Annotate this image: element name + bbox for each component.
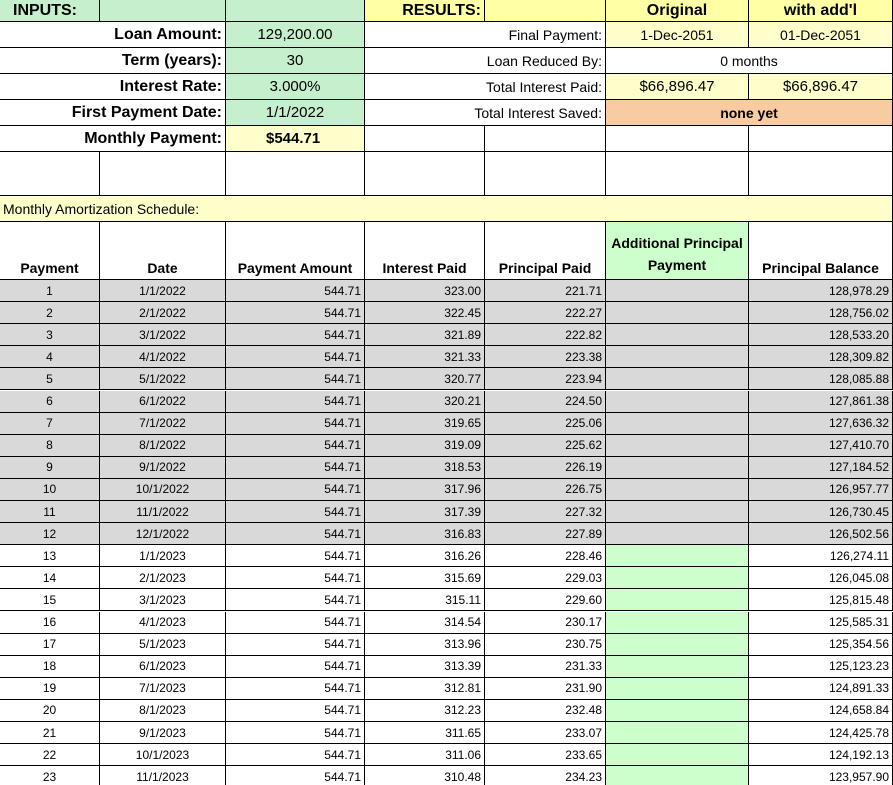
cell-additional-principal[interactable] bbox=[606, 346, 749, 368]
cell-principal-paid[interactable]: 226.75 bbox=[485, 479, 606, 501]
cell-principal-balance[interactable]: 125,585.31 bbox=[749, 612, 893, 634]
cell-payment-amount[interactable]: 544.71 bbox=[226, 678, 365, 700]
cell-principal-paid[interactable]: 226.19 bbox=[485, 457, 606, 479]
cell-date[interactable]: 11/1/2023 bbox=[100, 766, 226, 785]
cell-payment[interactable]: 18 bbox=[0, 656, 100, 678]
cell-interest-paid[interactable]: 314.54 bbox=[365, 612, 485, 634]
cell-payment[interactable]: 12 bbox=[0, 523, 100, 545]
cell-g7[interactable] bbox=[749, 152, 893, 196]
cell-payment[interactable]: 15 bbox=[0, 589, 100, 611]
cell-payment[interactable]: 3 bbox=[0, 324, 100, 346]
cell-additional-principal[interactable] bbox=[606, 656, 749, 678]
cell-principal-balance[interactable]: 126,274.11 bbox=[749, 545, 893, 567]
cell-date[interactable]: 11/1/2022 bbox=[100, 501, 226, 523]
cell-principal-balance[interactable]: 126,957.77 bbox=[749, 479, 893, 501]
cell-date[interactable]: 3/1/2023 bbox=[100, 589, 226, 611]
col-header-interest-paid: Interest Paid bbox=[365, 222, 485, 280]
cell-principal-balance[interactable]: 128,309.82 bbox=[749, 346, 893, 368]
col-header-payment-amount: Payment Amount bbox=[226, 222, 365, 280]
total-interest-label: Total Interest Paid: bbox=[365, 74, 606, 100]
cell-interest-paid[interactable]: 313.96 bbox=[365, 634, 485, 656]
cell-payment[interactable]: 11 bbox=[0, 501, 100, 523]
cell-payment[interactable]: 19 bbox=[0, 678, 100, 700]
cell-payment[interactable]: 8 bbox=[0, 435, 100, 457]
cell-principal-balance[interactable]: 126,045.08 bbox=[749, 567, 893, 589]
cell-interest-paid[interactable]: 312.23 bbox=[365, 700, 485, 722]
interest-saved-label: Total Interest Saved: bbox=[365, 100, 606, 126]
additional-header[interactable]: with add'l bbox=[749, 0, 893, 22]
cell-date[interactable]: 1/1/2023 bbox=[100, 545, 226, 567]
cell-payment[interactable]: 20 bbox=[0, 700, 100, 722]
cell-interest-paid[interactable]: 322.45 bbox=[365, 302, 485, 324]
cell-payment-amount[interactable]: 544.71 bbox=[226, 766, 365, 785]
cell-additional-principal[interactable] bbox=[606, 368, 749, 390]
cell-interest-paid[interactable]: 318.53 bbox=[365, 457, 485, 479]
cell-interest-paid[interactable]: 321.33 bbox=[365, 346, 485, 368]
cell-principal-balance[interactable]: 127,861.38 bbox=[749, 391, 893, 413]
cell-payment-amount[interactable]: 544.71 bbox=[226, 346, 365, 368]
cell-additional-principal[interactable] bbox=[606, 700, 749, 722]
cell-date[interactable]: 3/1/2022 bbox=[100, 324, 226, 346]
cell-additional-principal[interactable] bbox=[606, 589, 749, 611]
final-payment-additional[interactable]: 01-Dec-2051 bbox=[749, 22, 893, 48]
cell-payment-amount[interactable]: 544.71 bbox=[226, 280, 365, 302]
interest-rate-input[interactable]: 3.000% bbox=[226, 74, 365, 100]
cell-principal-paid[interactable]: 227.89 bbox=[485, 523, 606, 545]
cell-principal-paid[interactable]: 233.65 bbox=[485, 744, 606, 766]
cell-payment-amount[interactable]: 544.71 bbox=[226, 391, 365, 413]
cell-principal-balance[interactable]: 125,354.56 bbox=[749, 634, 893, 656]
cell-interest-paid[interactable]: 316.83 bbox=[365, 523, 485, 545]
cell-interest-paid[interactable]: 311.06 bbox=[365, 744, 485, 766]
cell-additional-principal[interactable] bbox=[606, 634, 749, 656]
cell-payment-amount[interactable]: 544.71 bbox=[226, 501, 365, 523]
cell-interest-paid[interactable]: 320.21 bbox=[365, 391, 485, 413]
loan-amount-input[interactable]: 129,200.00 bbox=[226, 22, 365, 48]
loan-reduced-value[interactable]: 0 months bbox=[606, 48, 893, 74]
cell-principal-paid[interactable]: 221.71 bbox=[485, 280, 606, 302]
cell-payment[interactable]: 17 bbox=[0, 634, 100, 656]
cell-interest-paid[interactable]: 311.65 bbox=[365, 722, 485, 744]
cell-principal-balance[interactable]: 124,192.13 bbox=[749, 744, 893, 766]
final-payment-original[interactable]: 1-Dec-2051 bbox=[606, 22, 749, 48]
cell-principal-paid[interactable]: 225.06 bbox=[485, 413, 606, 435]
cell-payment[interactable]: 7 bbox=[0, 413, 100, 435]
cell-payment-amount[interactable]: 544.71 bbox=[226, 457, 365, 479]
cell-principal-paid[interactable]: 227.32 bbox=[485, 501, 606, 523]
loan-reduced-label: Loan Reduced By: bbox=[365, 48, 606, 74]
cell-additional-principal[interactable] bbox=[606, 678, 749, 700]
cell-payment[interactable]: 13 bbox=[0, 545, 100, 567]
cell-payment-amount[interactable]: 544.71 bbox=[226, 324, 365, 346]
cell-additional-principal[interactable] bbox=[606, 567, 749, 589]
cell-payment[interactable]: 23 bbox=[0, 766, 100, 785]
cell-payment-amount[interactable]: 544.71 bbox=[226, 413, 365, 435]
cell-date[interactable]: 8/1/2022 bbox=[100, 435, 226, 457]
cell-principal-paid[interactable]: 232.48 bbox=[485, 700, 606, 722]
loan-amount-label: Loan Amount: bbox=[0, 22, 226, 48]
first-payment-date-input[interactable]: 1/1/2022 bbox=[226, 100, 365, 126]
cell-payment[interactable]: 21 bbox=[0, 722, 100, 744]
cell-date[interactable]: 7/1/2022 bbox=[100, 413, 226, 435]
interest-saved-value[interactable]: none yet bbox=[606, 100, 893, 126]
cell-principal-paid[interactable]: 231.33 bbox=[485, 656, 606, 678]
cell-payment-amount[interactable]: 544.71 bbox=[226, 656, 365, 678]
cell-date[interactable]: 7/1/2023 bbox=[100, 678, 226, 700]
term-label: Term (years): bbox=[0, 48, 226, 74]
results-header[interactable]: RESULTS: bbox=[365, 0, 485, 22]
schedule-title[interactable]: Monthly Amortization Schedule: bbox=[0, 196, 893, 222]
cell-additional-principal[interactable] bbox=[606, 391, 749, 413]
cell-payment-amount[interactable]: 544.71 bbox=[226, 368, 365, 390]
cell-payment-amount[interactable]: 544.71 bbox=[226, 435, 365, 457]
cell-principal-balance[interactable]: 125,123.23 bbox=[749, 656, 893, 678]
monthly-payment-value[interactable]: $544.71 bbox=[226, 126, 365, 152]
cell-interest-paid[interactable]: 320.77 bbox=[365, 368, 485, 390]
cell-principal-balance[interactable]: 127,410.70 bbox=[749, 435, 893, 457]
original-header[interactable]: Original bbox=[606, 0, 749, 22]
col-header-principal-balance: Principal Balance bbox=[749, 222, 893, 280]
cell-payment[interactable]: 14 bbox=[0, 567, 100, 589]
cell-principal-balance[interactable]: 128,085.88 bbox=[749, 368, 893, 390]
cell-date[interactable]: 10/1/2023 bbox=[100, 744, 226, 766]
cell-principal-balance[interactable]: 125,815.48 bbox=[749, 589, 893, 611]
cell-principal-balance[interactable]: 127,184.52 bbox=[749, 457, 893, 479]
cell-f7[interactable] bbox=[606, 152, 749, 196]
cell-payment-amount[interactable]: 544.71 bbox=[226, 612, 365, 634]
cell-additional-principal[interactable] bbox=[606, 280, 749, 302]
cell-additional-principal[interactable] bbox=[606, 722, 749, 744]
cell-interest-paid[interactable]: 319.65 bbox=[365, 413, 485, 435]
monthly-payment-label: Monthly Payment: bbox=[0, 126, 226, 152]
cell-interest-paid[interactable]: 317.39 bbox=[365, 501, 485, 523]
cell-interest-paid[interactable]: 319.09 bbox=[365, 435, 485, 457]
cell-principal-paid[interactable]: 229.03 bbox=[485, 567, 606, 589]
cell-a7[interactable] bbox=[0, 152, 100, 196]
cell-payment[interactable]: 2 bbox=[0, 302, 100, 324]
total-interest-original[interactable]: $66,896.47 bbox=[606, 74, 749, 100]
cell-principal-paid[interactable]: 231.90 bbox=[485, 678, 606, 700]
cell-payment[interactable]: 9 bbox=[0, 457, 100, 479]
cell-payment-amount[interactable]: 544.71 bbox=[226, 589, 365, 611]
cell-date[interactable]: 4/1/2023 bbox=[100, 612, 226, 634]
cell-principal-paid[interactable]: 230.17 bbox=[485, 612, 606, 634]
cell-interest-paid[interactable]: 316.26 bbox=[365, 545, 485, 567]
cell-interest-paid[interactable]: 321.89 bbox=[365, 324, 485, 346]
cell-additional-principal[interactable] bbox=[606, 501, 749, 523]
cell-payment-amount[interactable]: 544.71 bbox=[226, 479, 365, 501]
total-interest-additional[interactable]: $66,896.47 bbox=[749, 74, 893, 100]
cell-date[interactable]: 2/1/2023 bbox=[100, 567, 226, 589]
cell-date[interactable]: 9/1/2022 bbox=[100, 457, 226, 479]
cell-principal-paid[interactable]: 229.60 bbox=[485, 589, 606, 611]
cell-date[interactable]: 5/1/2022 bbox=[100, 368, 226, 390]
cell-principal-paid[interactable]: 230.75 bbox=[485, 634, 606, 656]
final-payment-label: Final Payment: bbox=[365, 22, 606, 48]
cell-date[interactable]: 12/1/2022 bbox=[100, 523, 226, 545]
cell-principal-balance[interactable]: 128,533.20 bbox=[749, 324, 893, 346]
cell-interest-paid[interactable]: 315.11 bbox=[365, 589, 485, 611]
cell-payment[interactable]: 6 bbox=[0, 391, 100, 413]
cell-interest-paid[interactable]: 312.81 bbox=[365, 678, 485, 700]
interest-rate-label: Interest Rate: bbox=[0, 74, 226, 100]
first-payment-date-label: First Payment Date: bbox=[0, 100, 226, 126]
cell-additional-principal[interactable] bbox=[606, 612, 749, 634]
cell-principal-paid[interactable]: 228.46 bbox=[485, 545, 606, 567]
cell-payment-amount[interactable]: 544.71 bbox=[226, 545, 365, 567]
cell-date[interactable]: 4/1/2022 bbox=[100, 346, 226, 368]
cell-principal-balance[interactable]: 124,891.33 bbox=[749, 678, 893, 700]
cell-principal-balance[interactable]: 124,425.78 bbox=[749, 722, 893, 744]
cell-additional-principal[interactable] bbox=[606, 545, 749, 567]
cell-date[interactable]: 6/1/2023 bbox=[100, 656, 226, 678]
cell-additional-principal[interactable] bbox=[606, 302, 749, 324]
cell-payment[interactable]: 5 bbox=[0, 368, 100, 390]
cell-date[interactable]: 9/1/2023 bbox=[100, 722, 226, 744]
cell-principal-balance[interactable]: 126,502.56 bbox=[749, 523, 893, 545]
cell-principal-balance[interactable]: 127,636.32 bbox=[749, 413, 893, 435]
cell-payment[interactable]: 10 bbox=[0, 479, 100, 501]
cell-principal-paid[interactable]: 225.62 bbox=[485, 435, 606, 457]
cell-date[interactable]: 8/1/2023 bbox=[100, 700, 226, 722]
cell-payment-amount[interactable]: 544.71 bbox=[226, 700, 365, 722]
cell-principal-balance[interactable]: 124,658.84 bbox=[749, 700, 893, 722]
cell-e7[interactable] bbox=[485, 152, 606, 196]
cell-interest-paid[interactable]: 310.48 bbox=[365, 766, 485, 785]
cell-principal-balance[interactable]: 128,978.29 bbox=[749, 280, 893, 302]
cell-interest-paid[interactable]: 317.96 bbox=[365, 479, 485, 501]
cell-payment-amount[interactable]: 544.71 bbox=[226, 523, 365, 545]
cell-principal-paid[interactable]: 233.07 bbox=[485, 722, 606, 744]
cell-e1[interactable] bbox=[485, 0, 606, 22]
inputs-header[interactable]: INPUTS: bbox=[0, 0, 100, 22]
cell-principal-paid[interactable]: 222.82 bbox=[485, 324, 606, 346]
cell-c7[interactable] bbox=[226, 152, 365, 196]
cell-e6[interactable] bbox=[485, 126, 606, 152]
cell-principal-paid[interactable]: 224.50 bbox=[485, 391, 606, 413]
term-input[interactable]: 30 bbox=[226, 48, 365, 74]
cell-c1[interactable] bbox=[226, 0, 365, 22]
cell-f6[interactable] bbox=[606, 126, 749, 152]
col-header-additional-principal: Additional Principal Payment bbox=[606, 222, 749, 280]
cell-payment-amount[interactable]: 544.71 bbox=[226, 302, 365, 324]
cell-additional-principal[interactable] bbox=[606, 479, 749, 501]
cell-principal-paid[interactable]: 234.23 bbox=[485, 766, 606, 785]
cell-interest-paid[interactable]: 315.69 bbox=[365, 567, 485, 589]
cell-payment-amount[interactable]: 544.71 bbox=[226, 567, 365, 589]
cell-payment-amount[interactable]: 544.71 bbox=[226, 722, 365, 744]
col-header-principal-paid: Principal Paid bbox=[485, 222, 606, 280]
cell-additional-principal[interactable] bbox=[606, 457, 749, 479]
cell-additional-principal[interactable] bbox=[606, 744, 749, 766]
cell-date[interactable]: 10/1/2022 bbox=[100, 479, 226, 501]
cell-additional-principal[interactable] bbox=[606, 523, 749, 545]
cell-principal-paid[interactable]: 223.38 bbox=[485, 346, 606, 368]
cell-b1[interactable] bbox=[100, 0, 226, 22]
cell-date[interactable]: 5/1/2023 bbox=[100, 634, 226, 656]
cell-d6[interactable] bbox=[365, 126, 485, 152]
cell-g6[interactable] bbox=[749, 126, 893, 152]
col-header-date: Date bbox=[100, 222, 226, 280]
cell-additional-principal[interactable] bbox=[606, 324, 749, 346]
cell-payment-amount[interactable]: 544.71 bbox=[226, 634, 365, 656]
cell-payment[interactable]: 4 bbox=[0, 346, 100, 368]
cell-interest-paid[interactable]: 323.00 bbox=[365, 280, 485, 302]
cell-principal-balance[interactable]: 128,756.02 bbox=[749, 302, 893, 324]
cell-additional-principal[interactable] bbox=[606, 766, 749, 785]
cell-payment[interactable]: 22 bbox=[0, 744, 100, 766]
cell-principal-balance[interactable]: 123,957.90 bbox=[749, 766, 893, 785]
col-header-payment: Payment bbox=[0, 222, 100, 280]
cell-payment[interactable]: 16 bbox=[0, 612, 100, 634]
cell-date[interactable]: 1/1/2022 bbox=[100, 280, 226, 302]
cell-payment[interactable]: 1 bbox=[0, 280, 100, 302]
cell-additional-principal[interactable] bbox=[606, 413, 749, 435]
cell-date[interactable]: 2/1/2022 bbox=[100, 302, 226, 324]
cell-interest-paid[interactable]: 313.39 bbox=[365, 656, 485, 678]
cell-additional-principal[interactable] bbox=[606, 435, 749, 457]
cell-b7[interactable] bbox=[100, 152, 226, 196]
cell-principal-balance[interactable]: 126,730.45 bbox=[749, 501, 893, 523]
cell-principal-paid[interactable]: 223.94 bbox=[485, 368, 606, 390]
cell-principal-paid[interactable]: 222.27 bbox=[485, 302, 606, 324]
cell-date[interactable]: 6/1/2022 bbox=[100, 391, 226, 413]
cell-d7[interactable] bbox=[365, 152, 485, 196]
cell-payment-amount[interactable]: 544.71 bbox=[226, 744, 365, 766]
